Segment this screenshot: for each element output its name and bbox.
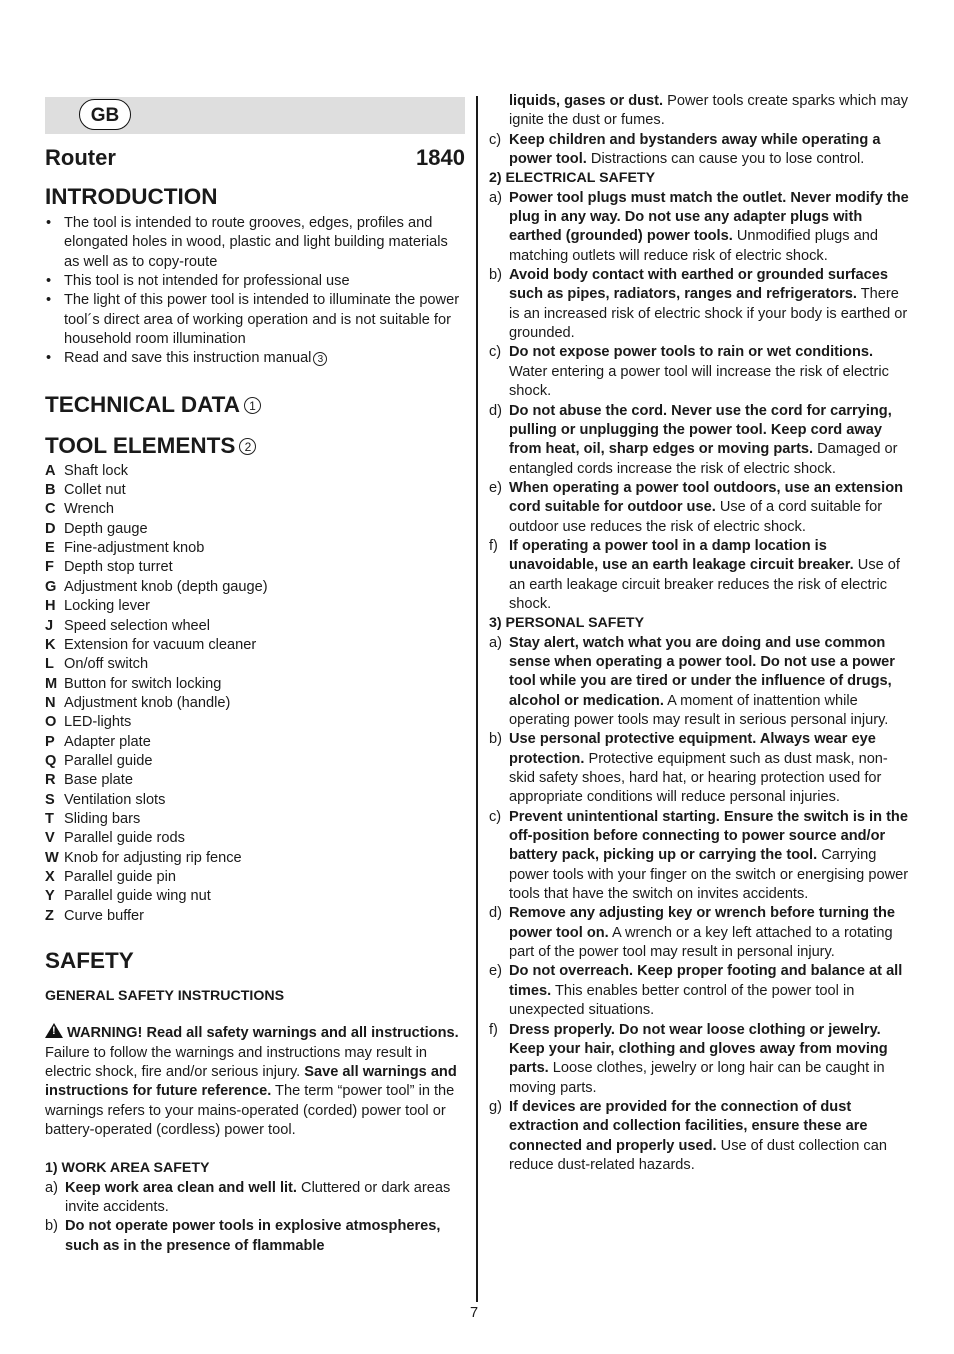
personal-safety-heading: 3) PERSONAL SAFETY (489, 615, 645, 632)
item-letter: c) (489, 131, 502, 148)
element-name: Parallel guide (64, 752, 153, 769)
warning-paragraph (45, 1023, 465, 1140)
model-number: 1840 (416, 145, 465, 170)
warning-bold-1: WARNING! Read all safety warnings and all instructions. (67, 1025, 459, 1042)
element-name: On/off switch (64, 656, 149, 673)
item-text (509, 1021, 913, 1098)
safety-item (489, 189, 913, 266)
item-bold: If devices are provided for the connection of dust extraction and collection facilities, ensure these are connected and properly used. (509, 1098, 868, 1154)
element-letter: X (45, 868, 55, 885)
item-normal: Damaged or entangled cords increase the risk of electric shock. (509, 441, 898, 477)
element-name: Locking lever (64, 598, 150, 615)
work-area-heading: 1) WORK AREA SAFETY (45, 1160, 210, 1177)
tool-elements-list (45, 462, 465, 926)
item-text (509, 92, 913, 131)
element-name: Adjustment knob (handle) (64, 694, 231, 711)
item-text (509, 808, 913, 905)
list-item-text: Read and save this instruction manual (64, 350, 312, 367)
safety-item (489, 343, 913, 401)
item-letter-spacer (489, 92, 509, 131)
element-name: Shaft lock (64, 462, 129, 479)
element-name: Parallel guide wing nut (64, 888, 211, 905)
item-normal: Protective equipment such as dust mask, non-skid safety shoes, hard hat, or hearing protection used for appropriate conditions will reduce personal injuries. (509, 750, 888, 806)
item-text (509, 730, 913, 807)
figure-ref-badge: 2 (239, 438, 256, 455)
element-name: LED-lights (64, 714, 132, 731)
element-letter: V (45, 830, 55, 847)
tool-element-row (45, 655, 465, 674)
item-normal: There is an increased risk of electric shock if your body is earthed or grounded. (509, 286, 908, 342)
safety-item (489, 1098, 913, 1175)
item-text (509, 1098, 913, 1175)
safety-item (489, 402, 913, 479)
item-letter: a) (45, 1179, 58, 1196)
item-bold: Prevent unintentional starting. Ensure the switch is in the off-position before connecting to power source and/or battery pack, picking up or carrying the tool. (509, 808, 908, 864)
element-name: Wrench (64, 501, 115, 518)
figure-ref-badge: 1 (244, 397, 261, 414)
warning-text-1: Failure to follow the warnings and instructions may result in electric shock, fire and/or serious injury. (45, 1044, 428, 1081)
item-letter: f) (489, 1021, 498, 1038)
item-text (509, 131, 913, 170)
warning-bold-2: Save all warnings and instructions for future reference. (45, 1064, 457, 1100)
item-text (509, 904, 913, 962)
tool-element-row (45, 713, 465, 732)
item-letter: b) (45, 1218, 58, 1235)
item-letter: d) (489, 905, 502, 922)
item-bold: Do not operate power tools in explosive atmospheres, such as in the presence of flammable (65, 1218, 441, 1254)
language-bar (45, 97, 465, 134)
element-name: Knob for adjusting rip fence (64, 849, 242, 866)
element-letter: K (45, 636, 56, 653)
item-bold: Dress properly. Do not wear loose clothing or jewelry. Keep your hair, clothing and gloves away from moving parts. (509, 1021, 888, 1077)
item-normal: Use of an earth leakage circuit breaker reduces the risk of electric shock. (509, 557, 900, 612)
element-letter: O (45, 714, 57, 731)
element-letter: S (45, 791, 55, 808)
element-letter: P (45, 733, 55, 750)
element-letter: M (45, 675, 58, 692)
tool-element-row (45, 694, 465, 713)
tool-element-row (45, 733, 465, 752)
product-title: Router (45, 145, 116, 170)
item-text (509, 479, 913, 537)
item-letter: a) (489, 634, 502, 651)
tool-element-row (45, 752, 465, 771)
item-letter: d) (489, 402, 502, 419)
item-text (509, 634, 913, 731)
tool-element-row (45, 829, 465, 848)
item-bold: Remove any adjusting key or wrench before turning the power tool on. (509, 905, 896, 941)
electrical-safety-list (489, 189, 913, 615)
tool-element-row (45, 887, 465, 906)
item-normal: A moment of inattention while operating power tools may result in serious personal injury. (509, 692, 889, 728)
item-letter: b) (489, 731, 502, 748)
item-text (65, 1179, 465, 1218)
item-bold: Power tool plugs must match the outlet. Never modify the plug in any way. Do not use any adapter plugs with earthed (grounded) power tools. (509, 189, 909, 245)
element-name: Parallel guide rods (64, 830, 185, 847)
tool-element-row (45, 462, 465, 481)
element-letter: Q (45, 752, 57, 769)
safety-item (489, 1021, 913, 1098)
element-name: Curve buffer (64, 907, 145, 924)
tool-element-row (45, 539, 465, 558)
tool-element-row (45, 868, 465, 887)
element-letter: Z (45, 907, 54, 924)
element-letter: N (45, 694, 56, 711)
element-letter: D (45, 520, 56, 537)
list-item: • The tool is intended to route grooves, edges, profiles and elongated holes in wood, plastic and light building materials as well as to copy-route (45, 214, 465, 272)
right-column (489, 92, 913, 1175)
tool-element-row (45, 675, 465, 694)
element-name: Fine-adjustment knob (64, 540, 205, 557)
tool-element-row (45, 578, 465, 597)
tool-element-row (45, 771, 465, 790)
item-bold: When operating a power tool outdoors, use an extension cord suitable for outdoor use. (509, 479, 904, 516)
tool-elements-label: TOOL ELEMENTS (45, 432, 236, 458)
item-text (65, 1217, 465, 1256)
element-letter: L (45, 656, 54, 673)
element-letter: T (45, 810, 54, 827)
element-name: Sliding bars (64, 810, 141, 827)
item-bold: If operating a power tool in a damp location is unavoidable, use an earth leakage circuit breaker. (509, 537, 854, 574)
item-normal: This enables better control of the power tool in unexpected situations. (509, 982, 855, 1019)
safety-item (489, 537, 913, 614)
element-letter: B (45, 482, 56, 499)
safety-item-continued (489, 92, 913, 131)
item-bold: liquids, gases or dust. (509, 93, 664, 109)
tool-element-row (45, 810, 465, 829)
element-name: Depth gauge (64, 520, 148, 537)
item-normal: Water entering a power tool will increase the risk of electric shock. (509, 363, 889, 400)
element-letter: A (45, 462, 56, 479)
item-letter: f) (489, 537, 498, 554)
safety-item (489, 131, 913, 170)
element-letter: C (45, 501, 56, 518)
general-safety-heading: GENERAL SAFETY INSTRUCTIONS (45, 988, 285, 1004)
personal-safety-list (489, 634, 913, 1176)
item-letter: a) (489, 189, 502, 206)
figure-ref-badge: 3 (313, 352, 327, 366)
item-normal: Distractions can cause you to lose control. (586, 151, 865, 168)
item-bold: Avoid body contact with earthed or grounded surfaces such as pipes, radiators, ranges and refrigerators. (509, 267, 888, 303)
item-text (509, 343, 913, 401)
element-name: Depth stop turret (64, 559, 173, 576)
element-name: Button for switch locking (64, 675, 222, 692)
safety-item (45, 1217, 465, 1256)
tool-element-row (45, 558, 465, 577)
warning-triangle-icon (45, 1023, 63, 1038)
introduction-list (45, 214, 465, 369)
item-normal: Carrying power tools with your finger on the switch or energising power tools that have the switch on invites accidents. (509, 847, 909, 903)
electrical-safety-heading: 2) ELECTRICAL SAFETY (489, 170, 656, 187)
item-text (509, 962, 913, 1020)
item-normal: Unmodified plugs and matching outlets will reduce risk of electric shock. (509, 228, 878, 264)
item-text (509, 402, 913, 479)
warning-text-2: The term “power tool” in the warnings refers to your mains-operated (corded) power tool or battery-operated (cordless) power tool. (45, 1083, 455, 1139)
technical-data-label: TECHNICAL DATA (45, 391, 240, 417)
item-text (509, 537, 913, 614)
title-row (45, 145, 465, 171)
tool-element-row (45, 617, 465, 636)
element-name: Adapter plate (64, 733, 151, 750)
item-letter: e) (489, 963, 502, 980)
item-bold: Do not overreach. Keep proper footing and balance at all times. (509, 963, 903, 999)
element-letter: F (45, 559, 54, 576)
safety-item (489, 479, 913, 537)
element-name: Speed selection wheel (64, 617, 211, 634)
item-text (509, 189, 913, 266)
item-text (509, 266, 913, 343)
item-bold: Do not abuse the cord. Never use the cord for carrying, pulling or unplugging the power tool. Keep cord away from heat, oil, sharp edges or moving parts. (509, 402, 892, 458)
safety-item (489, 730, 913, 807)
item-normal: Use of dust collection can reduce dust-related hazards. (509, 1137, 887, 1173)
element-name: Parallel guide pin (64, 868, 176, 885)
item-bold: Stay alert, watch what you are doing and use common sense when operating a power tool. Do not use a power tool while you are tired or under the influence of drugs, alcohol or medication. (509, 634, 895, 709)
element-name: Adjustment knob (depth gauge) (64, 578, 268, 595)
tool-element-row (45, 481, 465, 500)
safety-item (489, 266, 913, 343)
element-name: Collet nut (64, 482, 126, 499)
column-divider (476, 96, 478, 1302)
technical-data-heading (45, 392, 465, 418)
page-number: 7 (470, 1305, 479, 1321)
safety-item (489, 962, 913, 1020)
safety-item (489, 904, 913, 962)
item-letter: c) (489, 808, 502, 825)
item-normal: A wrench or a key left attached to a rotating part of the power tool may result in personal injury. (509, 924, 893, 961)
tool-element-row (45, 907, 465, 926)
element-letter: E (45, 540, 55, 557)
safety-item (489, 634, 913, 731)
safety-item (45, 1179, 465, 1218)
list-item: • This tool is not intended for professional use (45, 272, 465, 291)
item-bold: Keep children and bystanders away while operating a power tool. (509, 131, 881, 168)
element-letter: R (45, 772, 56, 789)
language-badge: GB (79, 99, 131, 130)
item-letter: g) (489, 1098, 502, 1115)
tool-element-row (45, 849, 465, 868)
safety-item (489, 808, 913, 905)
safety-heading: SAFETY (45, 948, 134, 973)
item-normal: Loose clothes, jewelry or long hair can be caught in moving parts. (509, 1060, 885, 1096)
item-normal: Use of a cord suitable for outdoor use reduces the risk of electric shock. (509, 499, 883, 535)
item-bold: Use personal protective equipment. Always wear eye protection. (509, 731, 876, 767)
item-letter: b) (489, 267, 502, 284)
element-name: Ventilation slots (64, 791, 166, 808)
item-normal: Cluttered or dark areas invite accidents. (65, 1179, 451, 1216)
item-bold: Keep work area clean and well lit. (65, 1179, 297, 1196)
tool-element-row (45, 500, 465, 519)
introduction-heading: INTRODUCTION (45, 184, 218, 209)
tool-elements-heading (45, 433, 465, 459)
item-bold: Do not expose power tools to rain or wet conditions. (509, 344, 874, 361)
tool-element-row (45, 520, 465, 539)
left-column (45, 92, 465, 1256)
element-letter: J (45, 617, 54, 634)
element-name: Base plate (64, 772, 133, 789)
tool-element-row (45, 791, 465, 810)
list-item: • The light of this power tool is intended to illuminate the power tool´s direct area of working operation and is not suitable for household room illumination (45, 291, 465, 349)
item-letter: c) (489, 344, 502, 361)
tool-element-row (45, 636, 465, 655)
item-normal: Power tools create sparks which may ignite the dust or fumes. (509, 93, 909, 129)
element-name: Extension for vacuum cleaner (64, 636, 257, 653)
element-letter: Y (45, 888, 55, 905)
element-letter: H (45, 598, 56, 615)
list-item (45, 349, 465, 368)
tool-element-row (45, 597, 465, 616)
element-letter: G (45, 578, 57, 595)
item-letter: e) (489, 479, 502, 496)
element-letter: W (45, 849, 59, 866)
